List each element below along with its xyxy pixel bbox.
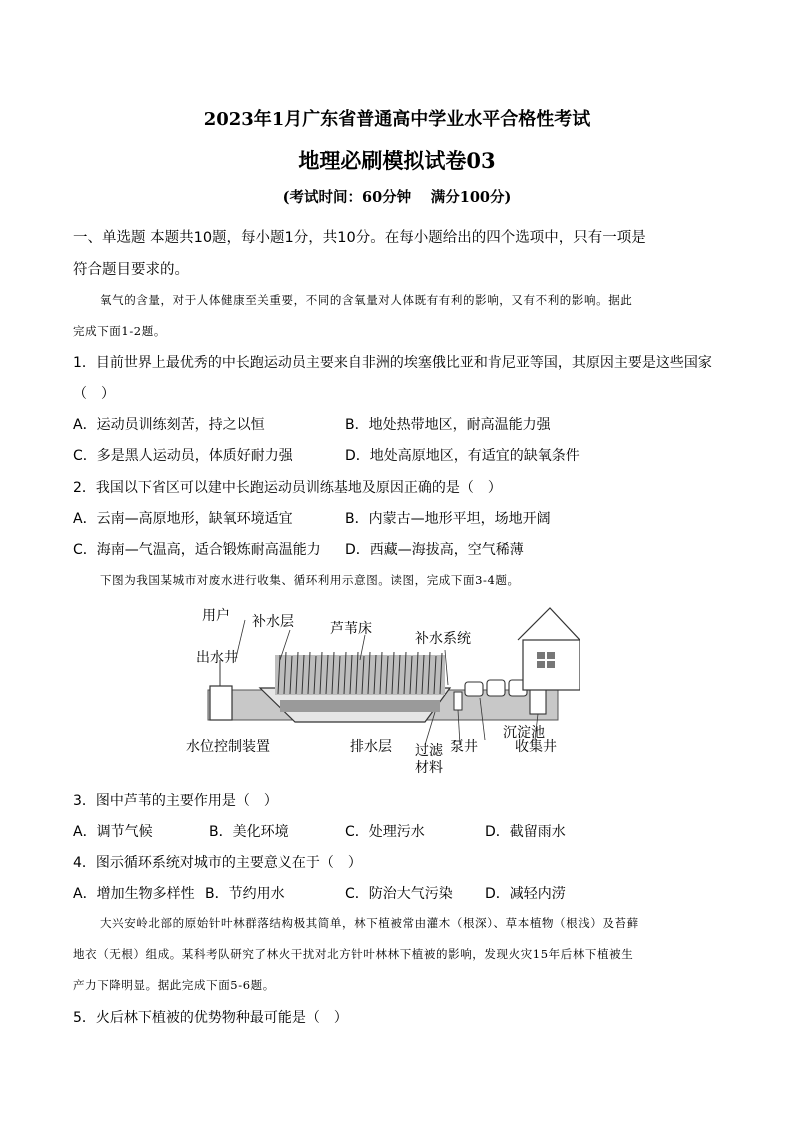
label-settling-tank: 沉淀池 [503,725,545,741]
section-heading-line2: 符合题目要求的。 [73,262,189,278]
label-drainage-layer: 排水层 [350,739,392,755]
label-recharge-system: 补水系统 [415,631,471,647]
q1-option-b: B．地处热带地区，耐高温能力强 [345,417,551,433]
q2-option-d: D．西藏—海拔高，空气稀薄 [345,542,524,558]
intro1-line2: 完成下面1-2题。 [73,324,166,338]
label-water-level-device: 水位控制装置 [186,739,270,755]
q2-option-a: A．云南—高原地形，缺氧环境适宜 [73,511,293,527]
q1-blank: （ ） [73,386,115,402]
exam-title: 2023年1月广东省普通高中学业水平合格性考试 [203,109,591,130]
label-recharge-layer: 补水层 [252,614,294,630]
label-outlet-well: 出水井 [196,650,238,666]
pump-well [454,692,462,710]
q3-option-d: D．截留雨水 [485,824,566,840]
q1-option-d: D．地处高原地区，有适宜的缺氧条件 [345,448,580,464]
intro2-line1: 下图为我国某城市对废水进行收集、循环利用示意图。读图，完成下面3-4题。 [100,573,520,587]
intro1-line1: 氧气的含量，对于人体健康至关重要，不同的含氧量对人体既有有利的影响，又有不利的影响。据此 [100,293,633,307]
q1-stem: 1．目前世界上最优秀的中长跑运动员主要来自非洲的埃塞俄比亚和肯尼亚等国，其原因主要是这些国家 [73,355,712,371]
label-filter-material-2: 材料 [415,760,443,775]
label-filter-material-1: 过滤 [415,743,443,759]
intro3-line1: 大兴安岭北部的原始针叶林群落结构极其简单，林下植被常由灌木（根深）、草本植物（根浅）及苔藓 [100,916,639,930]
q4-stem: 4．图示循环系统对城市的主要意义在于（ ） [73,855,362,871]
exam-info: (考试时间：60分钟 满分100分) [282,189,512,206]
label-collection-well: 收集井 [515,739,557,755]
q4-option-c: C．防治大气污染 [345,886,453,902]
paper-title: 地理必刷模拟试卷03 [298,148,496,173]
q5-stem: 5．火后林下植被的优势物种最可能是（ ） [73,1010,348,1026]
drainage-layer-band [280,700,440,712]
q3-option-b: B．美化环境 [209,824,289,840]
label-user: 用户 [202,608,230,624]
wastewater-recycling-diagram [180,600,580,775]
label-reed-bed: 芦苇床 [330,621,372,637]
q3-option-c: C．处理污水 [345,824,425,840]
q3-option-a: A．调节气候 [73,824,153,840]
house [518,608,580,690]
q1-option-a: A．运动员训练刻苦，持之以恒 [73,417,265,433]
label-pump-well: 泵井 [450,739,478,755]
q1-option-c: C．多是黑人运动员，体质好耐力强 [73,448,293,464]
q2-option-c: C．海南—气温高，适合锻炼耐高温能力 [73,542,321,558]
intro3-line3: 产力下降明显。据此完成下面5-6题。 [73,978,275,992]
q4-option-a: A．增加生物多样性 [73,886,195,902]
q4-option-b: B．节约用水 [205,886,285,902]
outlet-well [210,686,232,720]
q4-option-d: D．减轻内涝 [485,886,566,902]
q3-stem: 3．图中芦苇的主要作用是（ ） [73,793,278,809]
q2-stem: 2．我国以下省区可以建中长跑运动员训练基地及原因正确的是（ ） [73,480,502,496]
section-heading-line1: 一、单选题 本题共10题，每小题1分，共10分。在每小题给出的四个选项中，只有一项是 [73,230,646,246]
intro3-line2: 地衣（无根）组成。某科考队研究了林火干扰对北方针叶林林下植被的影响，发现火灾15年后林下植被生 [73,947,634,961]
q2-option-b: B．内蒙古—地形平坦，场地开阔 [345,511,551,527]
